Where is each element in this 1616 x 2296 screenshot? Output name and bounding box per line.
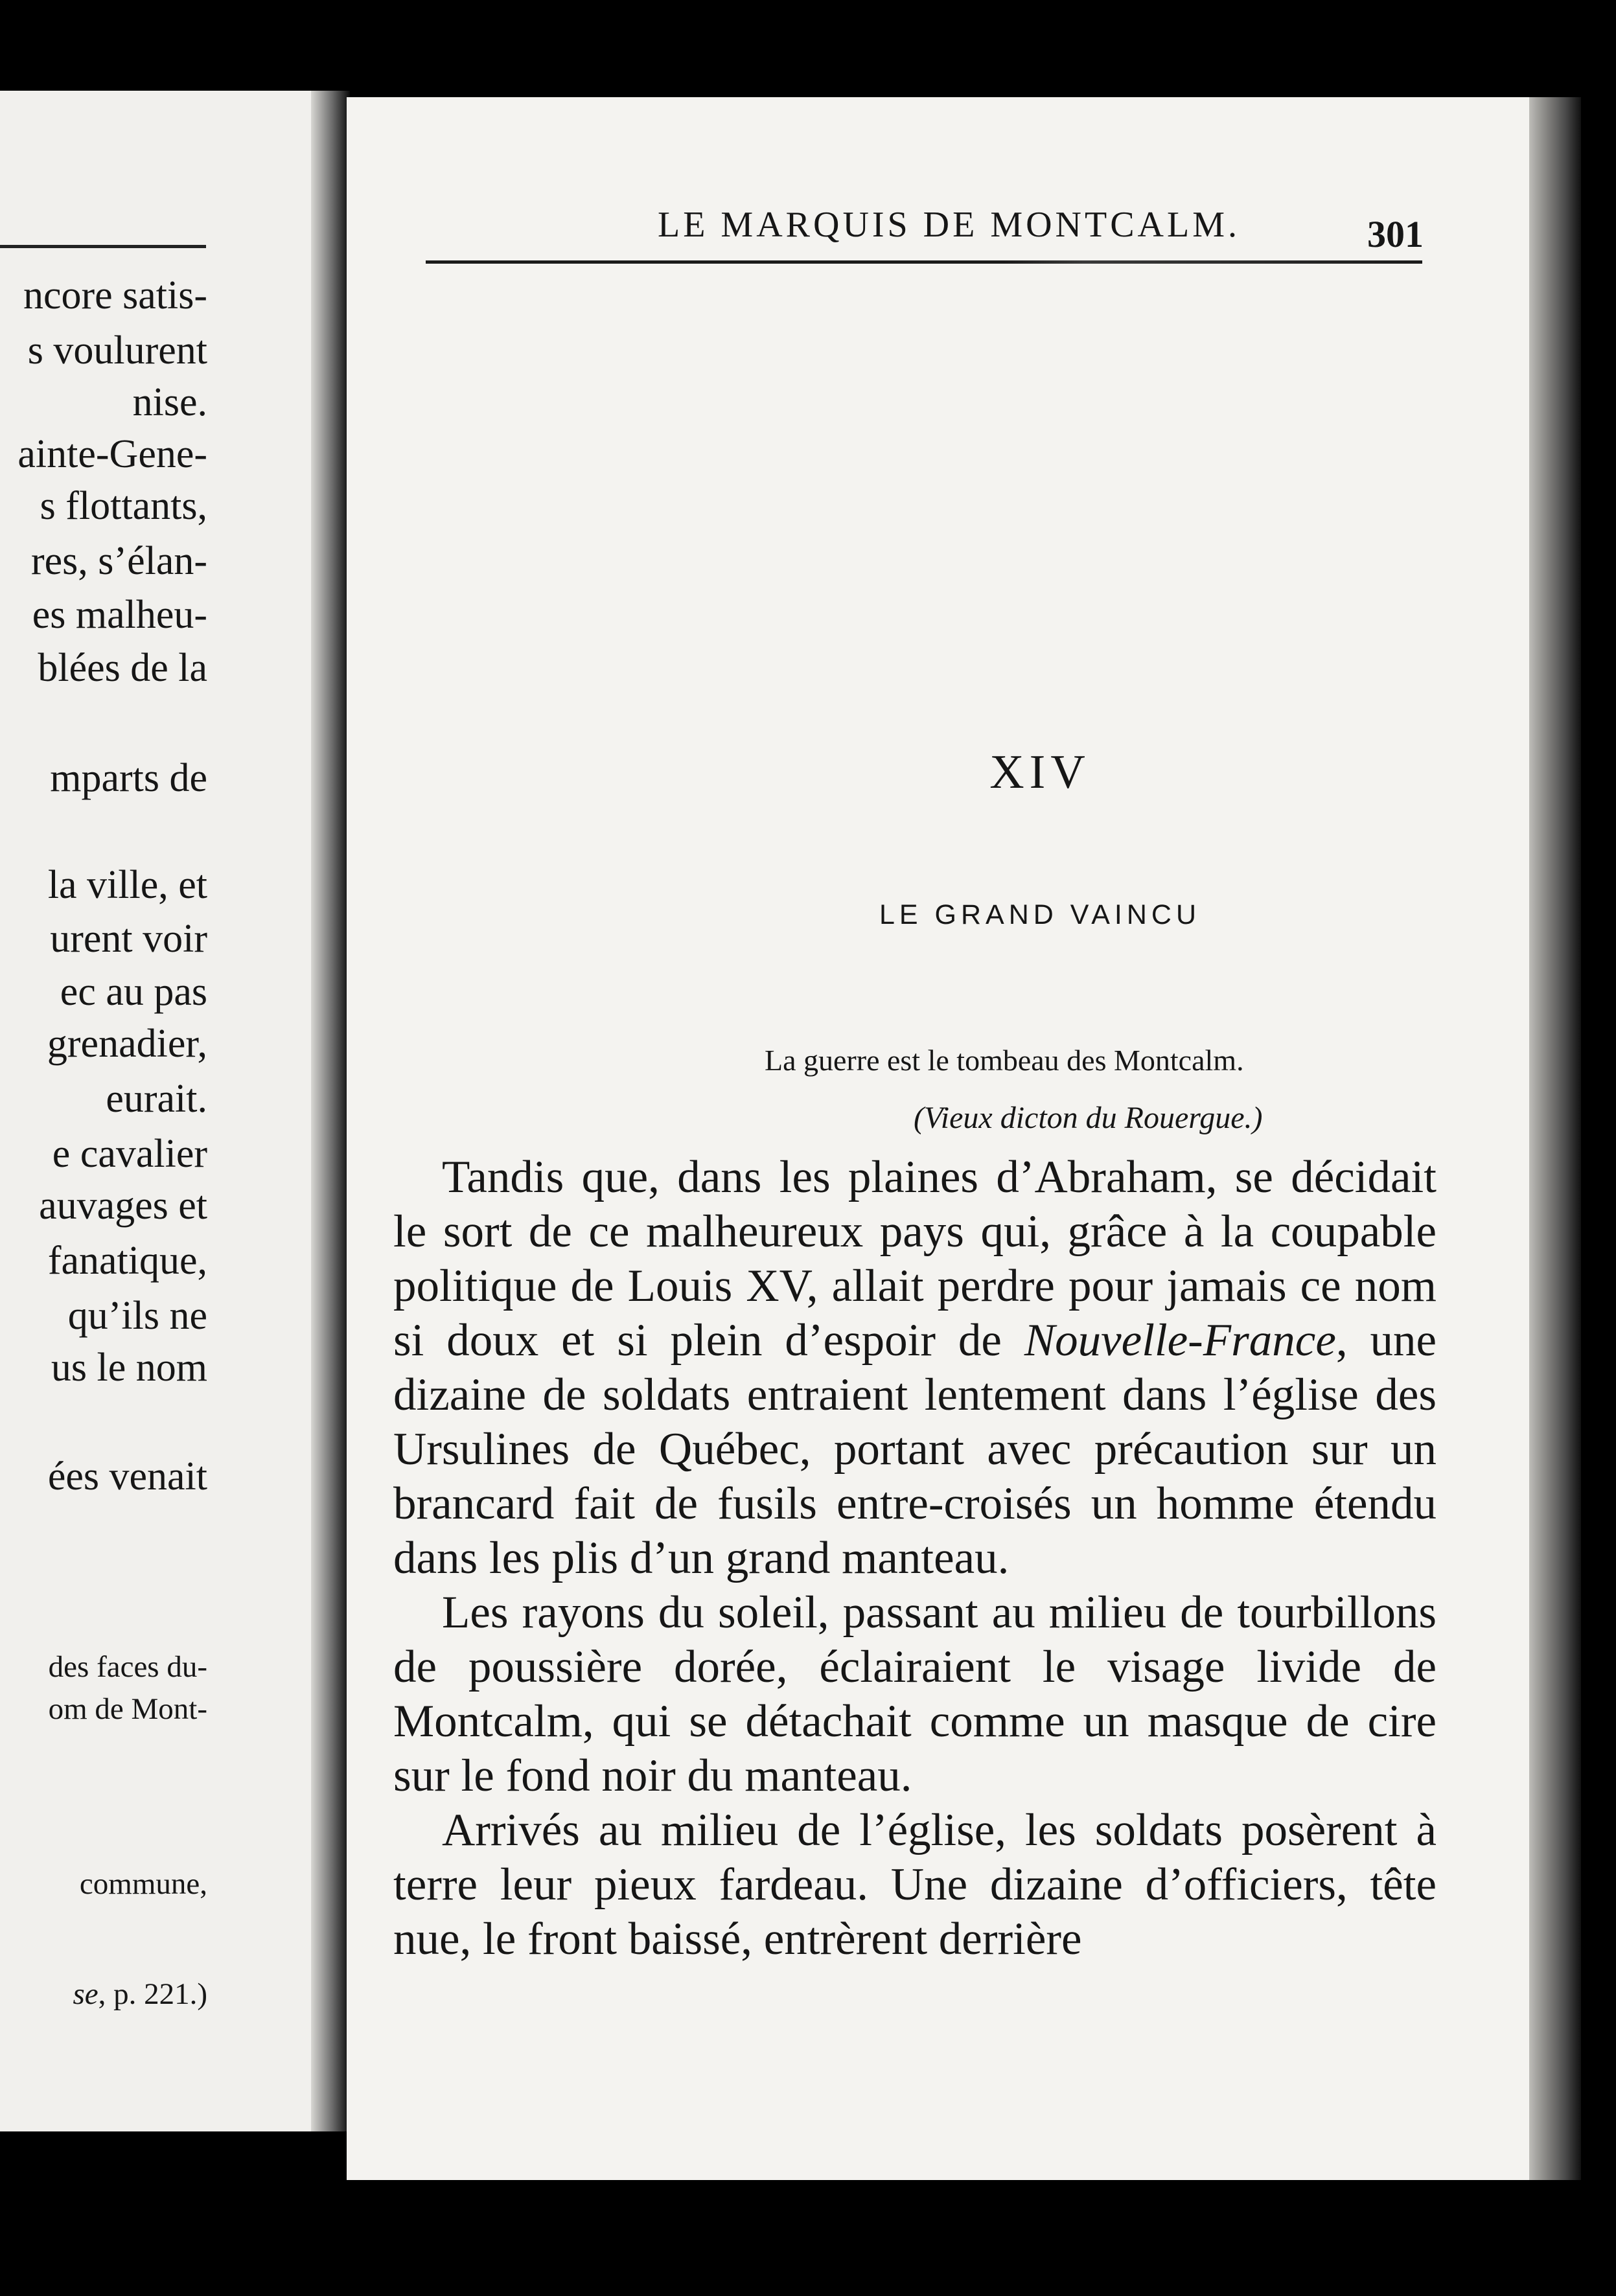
left-page — [0, 91, 324, 2131]
left-page-line: fanatique, — [47, 1239, 207, 1283]
left-page-footnote-line: des faces du- — [48, 1650, 207, 1684]
left-page-line: s flottants, — [40, 484, 207, 528]
book-gutter — [311, 91, 350, 2131]
page-edge — [1529, 97, 1581, 2180]
left-page-line: eurait. — [106, 1077, 207, 1121]
header-rule — [426, 260, 1422, 264]
left-page-footnote-line: commune, — [79, 1867, 207, 1901]
paragraph-text: , une dizaine de soldats entraient lentement dans l’église des Ursulines de Québec, portant avec précaution sur un brancard fait de fusils entre-croisés un homme étendu dans les plis d’un grand manteau. — [393, 1315, 1437, 1583]
left-page-line: nise. — [132, 380, 207, 424]
footnote-italic-fragment: se — [73, 1977, 98, 2011]
left-page-footnote-line — [73, 1979, 207, 2010]
italic-term: Nouvelle-France — [1024, 1315, 1336, 1366]
left-page-rule — [0, 245, 206, 248]
left-page-line: us le nom — [51, 1346, 207, 1390]
left-page-line: e cavalier — [52, 1132, 207, 1176]
left-page-line: s voulurent — [27, 328, 207, 373]
paragraph: Les rayons du soleil, passant au milieu de tourbillons de poussière dorée, éclairaient le visage livide de Montcalm, qui se détachait comme un masque de cire sur le fond noir du manteau. — [393, 1587, 1437, 1801]
left-page-line: la ville, et — [47, 863, 207, 907]
epigraph-quote: La guerre est le tombeau des Montcalm. — [765, 1044, 1244, 1077]
body-text — [393, 1150, 1437, 1966]
chapter-number: XIV — [989, 746, 1091, 799]
left-page-line: auvages et — [39, 1184, 207, 1228]
running-head: LE MARQUIS DE MONTCALM. — [658, 205, 1240, 245]
epigraph-source: (Vieux dicton du Rouergue.) — [914, 1101, 1263, 1135]
left-page-line: ainte-Gene- — [17, 432, 207, 476]
left-page-line: urent voir — [50, 917, 207, 961]
chapter-title: LE GRAND VAINCU — [879, 899, 1201, 930]
left-page-line: grenadier, — [47, 1022, 207, 1066]
right-page — [347, 97, 1578, 2180]
left-page-line: qu’ils ne — [67, 1294, 207, 1338]
left-page-line: blées de la — [38, 646, 207, 690]
paragraph: Arrivés au milieu de l’église, les soldats posèrent à terre leur pieux fardeau. Une dizaine d’officiers, tête nue, le front baissé, entrèrent derrière — [393, 1805, 1437, 1964]
footnote-page-ref: , p. 221.) — [98, 1977, 207, 2011]
left-page-footnote-line: om de Mont- — [48, 1692, 207, 1726]
page-number: 301 — [1367, 213, 1424, 255]
left-page-line: es malheu- — [32, 593, 207, 637]
left-page-line: res, s’élan- — [31, 539, 207, 583]
paragraph-text: Tandis que, dans les plaines d’Abraham, se décidait le sort de ce malheureux pays qui, grâce à la coupable politique de Louis XV, allait perdre pour jamais ce nom si doux et si plein d’espoir de — [393, 1152, 1437, 1366]
paragraph — [393, 1150, 1437, 1585]
left-page-line: ec au pas — [60, 970, 207, 1014]
left-page-line: mparts de — [50, 756, 207, 800]
left-page-line: ées venait — [47, 1454, 207, 1498]
left-page-line: ncore satis- — [23, 273, 207, 317]
